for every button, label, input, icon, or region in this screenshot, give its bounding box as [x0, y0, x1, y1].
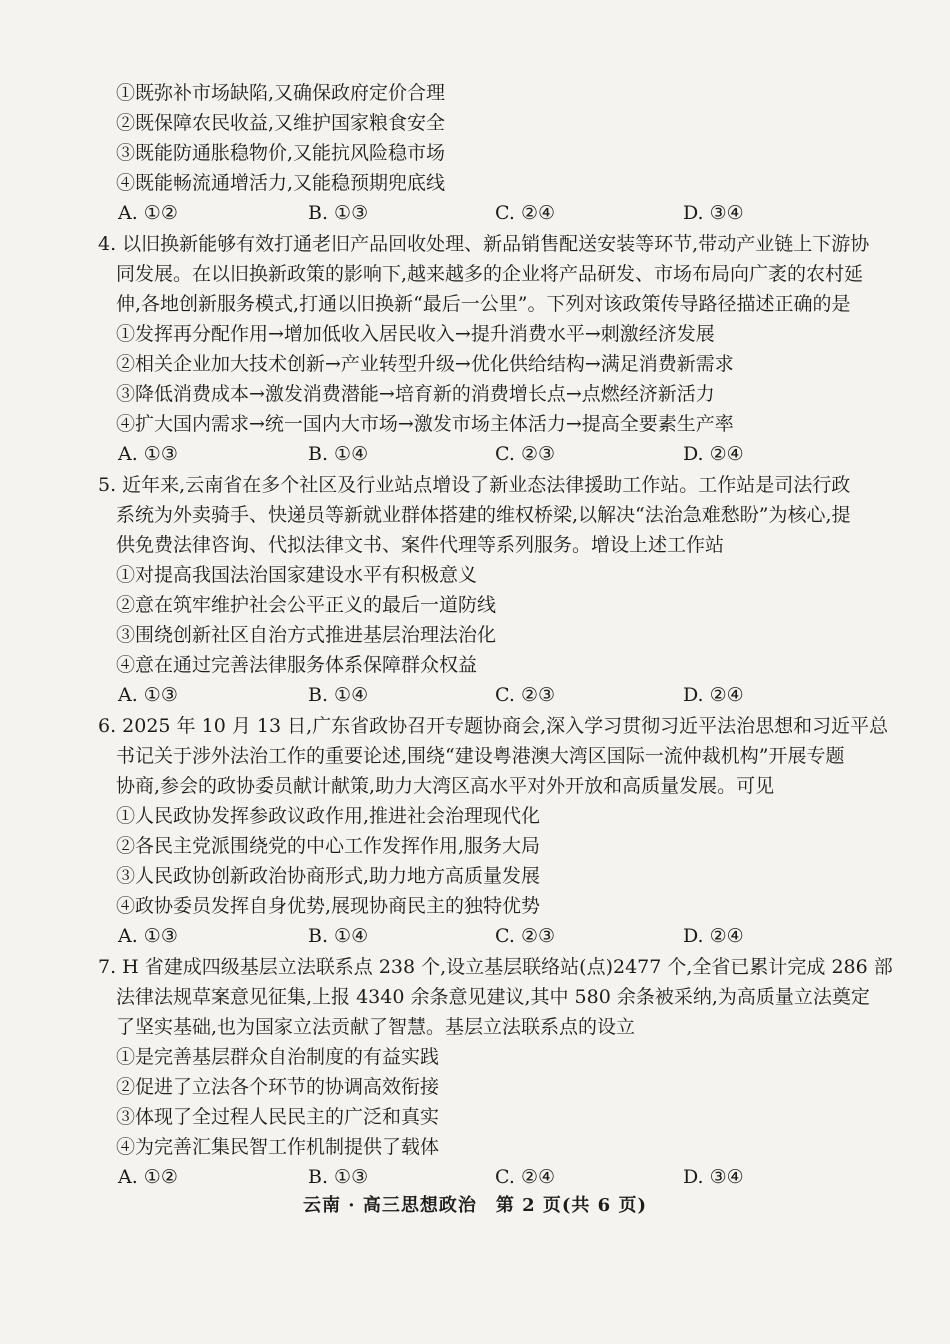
option-b: B. ①④: [308, 684, 369, 706]
question-stem: 4. 以旧换新能够有效打通老旧产品回收处理、新品销售配送安装等环节,带动产业链上下游协: [98, 233, 870, 255]
option-c: C. ②④: [495, 1166, 556, 1188]
statement: ④既能畅流通增活力,又能稳预期兜底线: [116, 172, 446, 194]
statement: ④为完善汇集民智工作机制提供了载体: [116, 1136, 440, 1158]
option-d: D. ③④: [683, 202, 744, 224]
statement: ③人民政协创新政治协商形式,助力地方高质量发展: [116, 865, 541, 887]
statement: ③围绕创新社区自治方式推进基层治理法治化: [116, 624, 497, 646]
option-d: D. ②④: [683, 684, 744, 706]
option-a: A. ①②: [118, 1166, 178, 1188]
statement: ①既弥补市场缺陷,又确保政府定价合理: [116, 82, 446, 104]
option-a: A. ①③: [118, 925, 178, 947]
statement: ②促进了立法各个环节的协调高效衔接: [116, 1076, 440, 1098]
page-footer: 云南 · 高三思想政治 第 2 页(共 6 页): [303, 1195, 647, 1216]
option-d: D. ②④: [683, 925, 744, 947]
question-stem: 6. 2025 年 10 月 13 日,广东省政协召开专题协商会,深入学习贯彻习近平法治思想和习近平总: [98, 715, 889, 737]
statement: ②意在筑牢维护社会公平正义的最后一道防线: [116, 594, 497, 616]
question-stem: 系统为外卖骑手、快递员等新就业群体搭建的维权桥梁,以解决“法治急难愁盼”为核心,提: [116, 504, 851, 526]
question-stem: 供免费法律咨询、代拟法律文书、案件代理等系列服务。增设上述工作站: [116, 534, 725, 556]
statement: ②各民主党派围绕党的中心工作发挥作用,服务大局: [116, 835, 541, 857]
statement: ①发挥再分配作用→增加低收入居民收入→提升消费水平→刺激经济发展: [116, 323, 715, 345]
question-stem: 伸,各地创新服务模式,打通以旧换新“最后一公里”。下列对该政策传导路径描述正确的是: [116, 293, 851, 315]
option-b: B. ①③: [308, 1166, 369, 1188]
statement: ④政协委员发挥自身优势,展现协商民主的独特优势: [116, 895, 541, 917]
option-c: C. ②③: [495, 443, 556, 465]
statement: ③体现了全过程人民民主的广泛和真实: [116, 1106, 440, 1128]
option-a: A. ①③: [118, 684, 178, 706]
option-a: A. ①③: [118, 443, 178, 465]
option-c: C. ②③: [495, 684, 556, 706]
statement: ②相关企业加大技术创新→产业转型升级→优化供给结构→满足消费新需求: [116, 353, 734, 375]
statement: ④扩大国内需求→统一国内大市场→激发市场主体活力→提高全要素生产率: [116, 413, 734, 435]
question-stem: 7. H 省建成四级基层立法联系点 238 个,设立基层联络站(点)2477 个,全省已累计完成 286 部: [98, 956, 893, 978]
option-a: A. ①②: [118, 202, 178, 224]
statement: ③降低消费成本→激发消费潜能→培育新的消费增长点→点燃经济新活力: [116, 383, 715, 405]
statement: ②既保障农民收益,又维护国家粮食安全: [116, 112, 446, 134]
question-stem: 5. 近年来,云南省在多个社区及行业站点增设了新业态法律援助工作站。工作站是司法行政: [98, 474, 851, 496]
question-stem: 了坚实基础,也为国家立法贡献了智慧。基层立法联系点的设立: [116, 1016, 636, 1038]
statement: ④意在通过完善法律服务体系保障群众权益: [116, 654, 478, 676]
statement: ①人民政协发挥参政议政作用,推进社会治理现代化: [116, 805, 541, 827]
question-stem: 书记关于涉外法治工作的重要论述,围绕“建设粤港澳大湾区国际一流仲裁机构”开展专题: [116, 745, 845, 767]
option-d: D. ②④: [683, 443, 744, 465]
option-b: B. ①③: [308, 202, 369, 224]
option-b: B. ①④: [308, 925, 369, 947]
question-stem: 同发展。在以旧换新政策的影响下,越来越多的企业将产品研发、市场布局向广袤的农村延: [116, 263, 864, 285]
statement: ①对提高我国法治国家建设水平有积极意义: [116, 564, 478, 586]
question-stem: 法律法规草案意见征集,上报 4340 余条意见建议,其中 580 余条被采纳,为高质量立法奠定: [116, 986, 870, 1008]
statement: ①是完善基层群众自治制度的有益实践: [116, 1046, 440, 1068]
option-c: C. ②④: [495, 202, 556, 224]
option-c: C. ②③: [495, 925, 556, 947]
statement: ③既能防通胀稳物价,又能抗风险稳市场: [116, 142, 446, 164]
option-b: B. ①④: [308, 443, 369, 465]
option-d: D. ③④: [683, 1166, 744, 1188]
question-stem: 协商,参会的政协委员献计献策,助力大湾区高水平对外开放和高质量发展。可见: [116, 775, 775, 797]
